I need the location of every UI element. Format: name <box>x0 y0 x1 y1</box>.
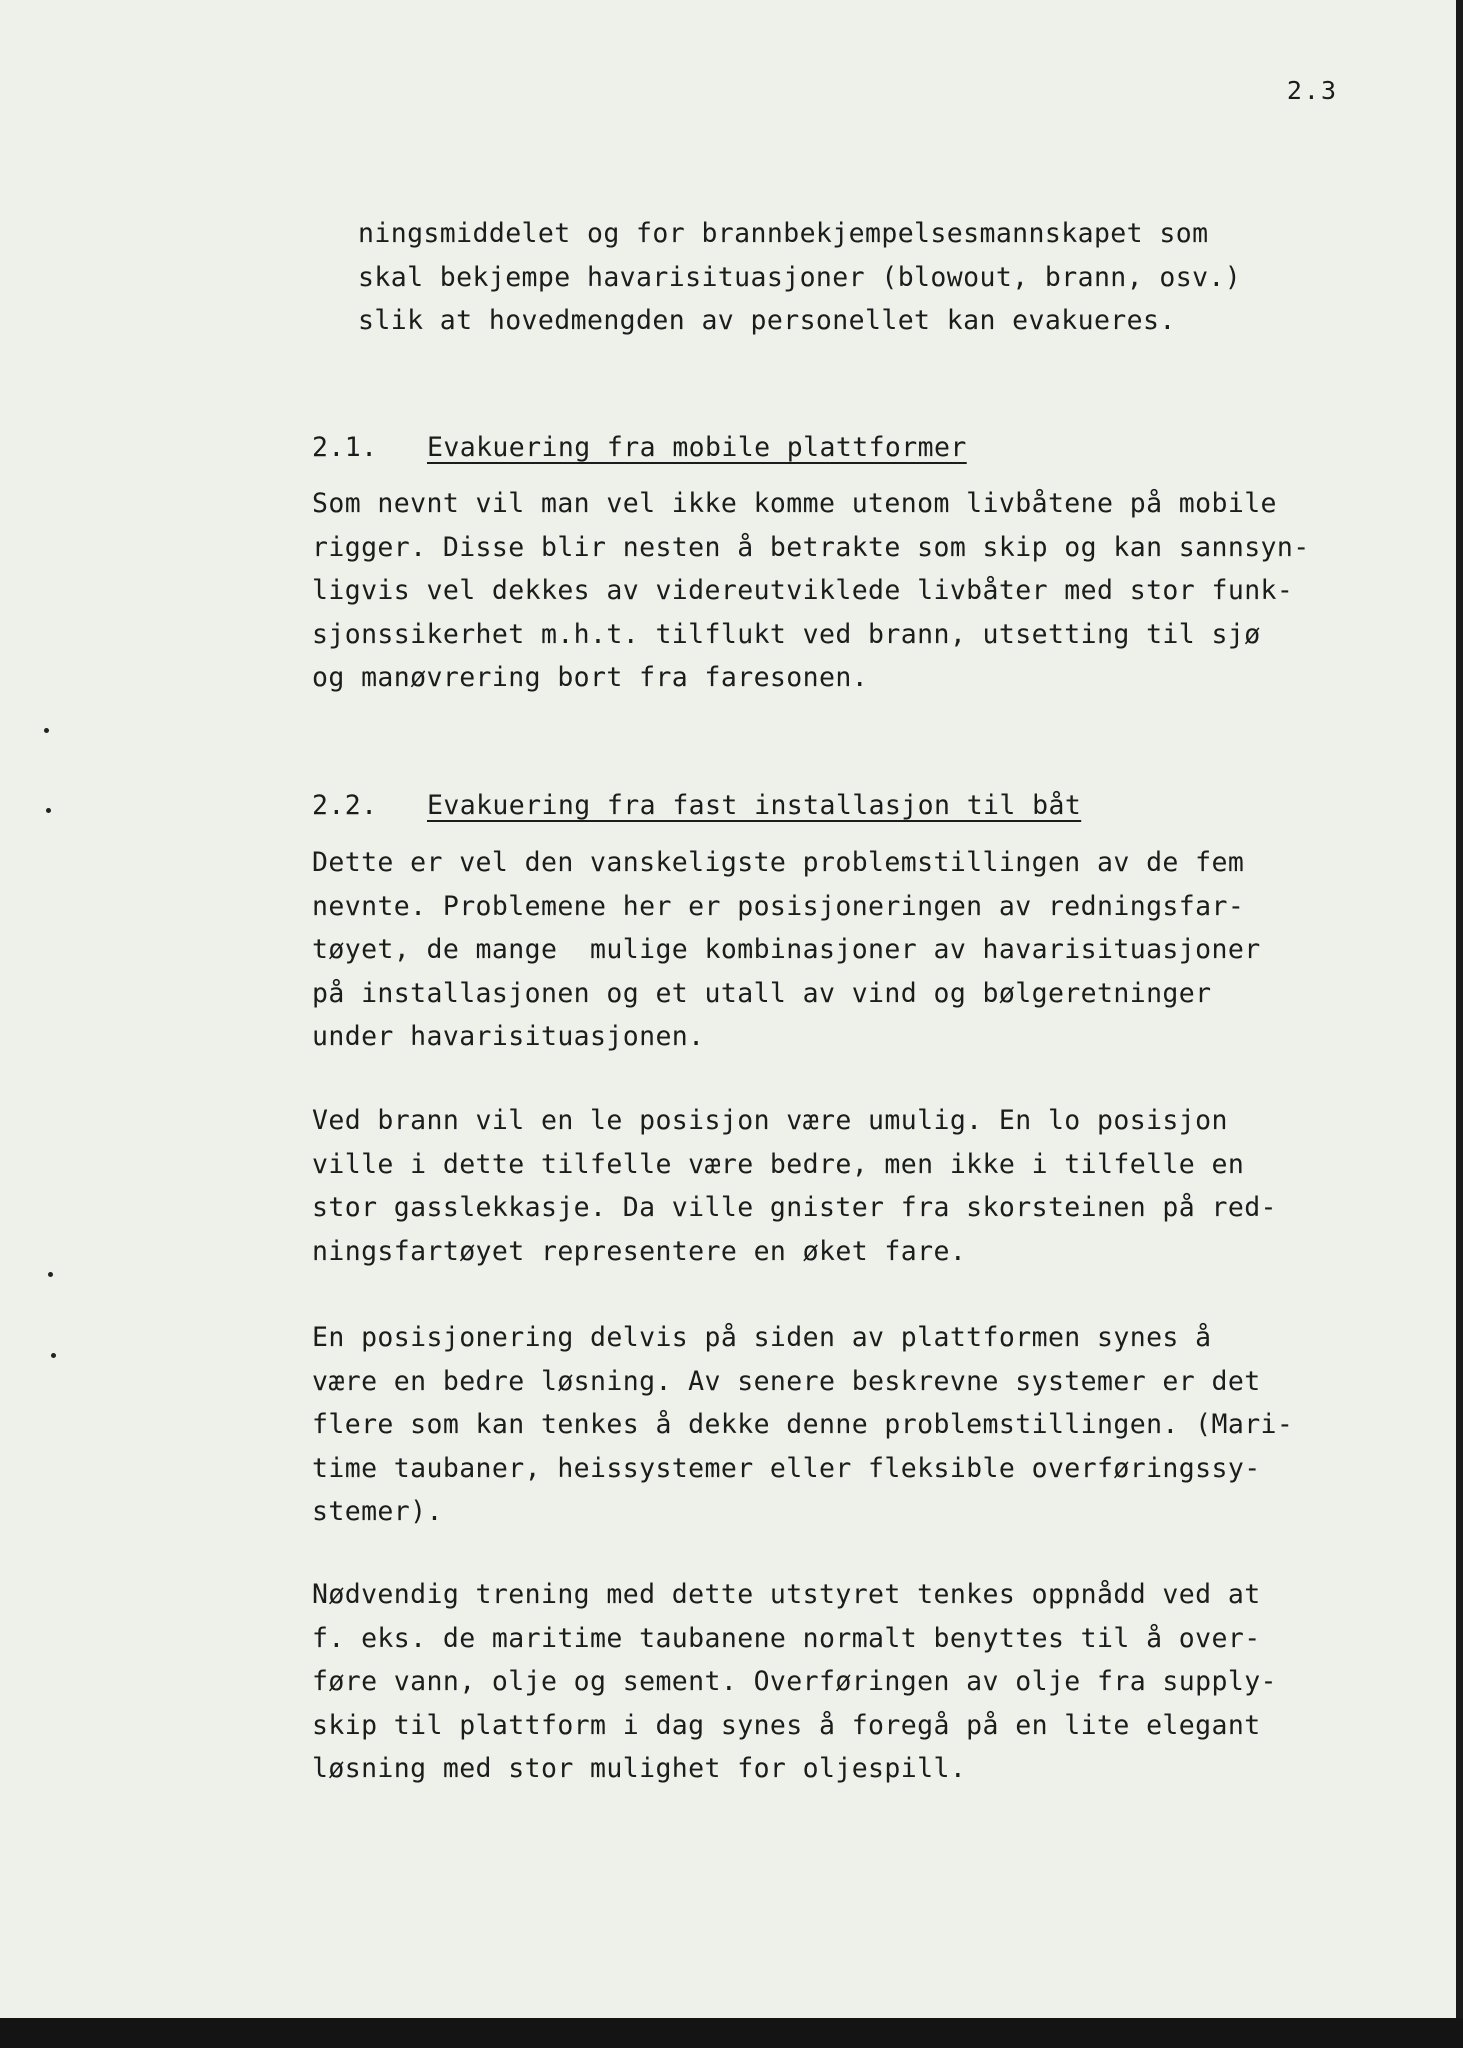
scan-speck <box>48 1272 53 1277</box>
text-line: nevnte. Problemene her er posisjoneringen av redningsfar- <box>312 890 1245 922</box>
text-line: skip til plattform i dag synes å foregå på en lite elegant <box>312 1709 1261 1741</box>
section-title: Evakuering fra mobile plattformer <box>427 432 967 463</box>
text-line: flere som kan tenkes å dekke denne problemstillingen. (Mari- <box>312 1409 1294 1440</box>
section-2-2-paragraph-1 <box>312 841 1261 1059</box>
text-line: Som nevnt vil man vel ikke komme utenom livbåtene på mobile <box>312 488 1277 519</box>
text-line: ningsfartøyet representere en øket fare. <box>312 1235 967 1267</box>
text-line: stemer). <box>312 1496 443 1527</box>
text-line: ville i dette tilfelle være bedre, men ikke i tilfelle en <box>312 1148 1245 1180</box>
text-line: og manøvrering bort fra faresonen. <box>312 662 869 693</box>
text-line: løsning med stor mulighet for oljespill. <box>312 1753 967 1784</box>
text-line: på installasjonen og et utall av vind og bølgeretninger <box>312 977 1212 1009</box>
section-2-2-paragraph-4 <box>312 1573 1277 1791</box>
section-title: Evakuering fra fast installasjon til båt <box>427 790 1082 821</box>
scan-speck <box>51 1353 56 1358</box>
text-line: f. eks. de maritime taubanene normalt benyttes til å over- <box>312 1622 1261 1654</box>
section-heading-2-2 <box>312 786 1081 826</box>
section-number: 2.2. <box>312 790 378 821</box>
scan-speck <box>46 808 51 813</box>
text-line: time taubaner, heissystemer eller fleksible overføringssy- <box>312 1452 1261 1484</box>
scan-speck <box>44 728 49 733</box>
text-line: Ved brann vil en le posisjon være umulig. En lo posisjon <box>312 1105 1228 1136</box>
page-number: 2.3 <box>1286 76 1338 105</box>
text-line: ligvis vel dekkes av videreutviklede livbåter med stor funk- <box>312 575 1294 606</box>
text-line: tøyet, de mange mulige kombinasjoner av havarisituasjoner <box>312 934 1261 965</box>
section-number: 2.1. <box>312 432 378 463</box>
scan-border <box>0 2018 1463 2048</box>
section-2-1-paragraph <box>312 482 1310 700</box>
text-line: under havarisituasjonen. <box>312 1021 705 1052</box>
text-line: rigger. Disse blir nesten å betrakte som skip og kan sannsyn- <box>312 531 1310 563</box>
intro-paragraph <box>358 212 1241 343</box>
text-line: ningsmiddelet og for brannbekjempelsesmannskapet som <box>358 218 1209 249</box>
text-line: sjonssikerhet m.h.t. tilflukt ved brann, utsetting til sjø <box>312 618 1261 650</box>
text-line: En posisjonering delvis på siden av plattformen synes å <box>312 1322 1212 1353</box>
section-2-2-paragraph-2 <box>312 1099 1277 1273</box>
text-line: slik at hovedmengden av personellet kan evakueres. <box>358 305 1176 336</box>
section-2-2-paragraph-3 <box>312 1316 1293 1534</box>
text-line: skal bekjempe havarisituasjoner (blowout, brann, osv.) <box>358 261 1242 293</box>
text-line: stor gasslekkasje. Da ville gnister fra skorsteinen på red- <box>312 1192 1277 1223</box>
text-line: være en bedre løsning. Av senere beskrevne systemer er det <box>312 1365 1261 1397</box>
section-heading-2-1 <box>312 428 967 468</box>
text-line: Nødvendig trening med dette utstyret tenkes oppnådd ved at <box>312 1579 1261 1610</box>
text-line: føre vann, olje og sement. Overføringen av olje fra supply- <box>312 1666 1277 1697</box>
text-line: Dette er vel den vanskeligste problemstillingen av de fem <box>312 847 1245 878</box>
